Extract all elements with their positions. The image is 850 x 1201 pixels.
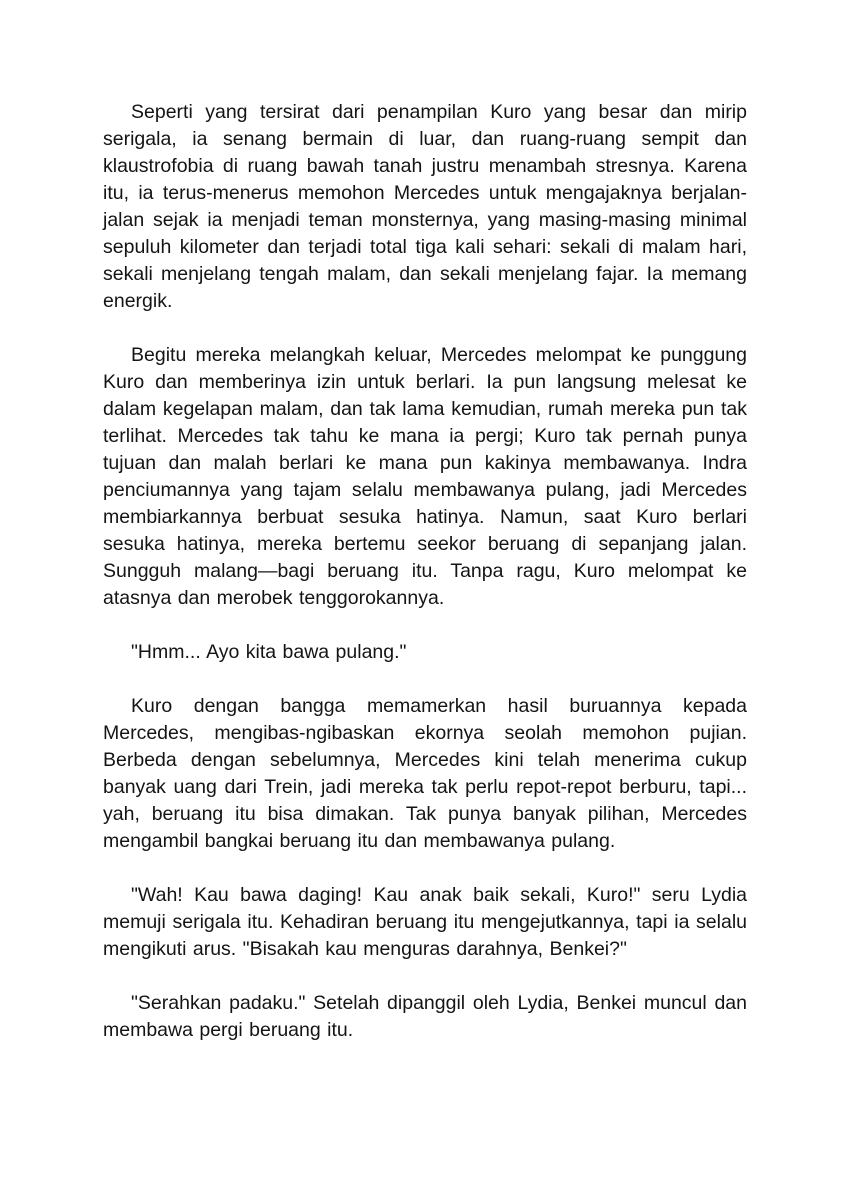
paragraph-narration-1: Seperti yang tersirat dari penampilan Kuro yang besar dan mirip serigala, ia senang bermain di luar, dan ruang-ruang sempit dan klaustrofobia di ruang bawah tanah justru menambah stresnya. Karena itu, ia terus-menerus memohon Mercedes untuk mengajaknya berjalan-jalan sejak ia menjadi teman monsternya, yang masing-masing minimal sepuluh kilometer dan terjadi total tiga kali sehari: sekali di malam hari, sekali menjelang tengah malam, dan sekali menjelang fajar. Ia memang energik. (103, 101, 747, 312)
paragraph-dialogue-3: "Serahkan padaku." Setelah dipanggil oleh Lydia, Benkei muncul dan membawa pergi beruang itu. (103, 992, 747, 1041)
paragraph-dialogue-2: "Wah! Kau bawa daging! Kau anak baik sekali, Kuro!" seru Lydia memuji serigala itu. Kehadiran beruang itu mengejutkannya, tapi ia selalu mengikuti arus. "Bisakah kau menguras darahnya, Benkei?" (103, 884, 747, 960)
page-text (103, 99, 747, 1044)
paragraph-dialogue-1: "Hmm... Ayo kita bawa pulang." (131, 641, 407, 663)
paragraph-narration-2: Begitu mereka melangkah keluar, Mercedes melompat ke punggung Kuro dan memberinya izin untuk berlari. Ia pun langsung melesat ke dalam kegelapan malam, dan tak lama kemudian, rumah mereka pun tak terlihat. Mercedes tak tahu ke mana ia pergi; Kuro tak pernah punya tujuan dan malah berlari ke mana pun kakinya membawanya. Indra penciumannya yang tajam selalu membawanya pulang, jadi Mercedes membiarkannya berbuat sesuka hatinya. Namun, saat Kuro berlari sesuka hatinya, mereka bertemu seekor beruang di sepanjang jalan. Sungguh malang—bagi beruang itu. Tanpa ragu, Kuro melompat ke atasnya dan merobek tenggorokannya. (103, 344, 747, 609)
paragraph-narration-3: Kuro dengan bangga memamerkan hasil buruannya kepada Mercedes, mengibas-ngibaskan ekornya seolah memohon pujian. Berbeda dengan sebelumnya, Mercedes kini telah menerima cukup banyak uang dari Trein, jadi mereka tak perlu repot-repot berburu, tapi... yah, beruang itu bisa dimakan. Tak punya banyak pilihan, Mercedes mengambil bangkai beruang itu dan membawanya pulang. (103, 695, 747, 852)
